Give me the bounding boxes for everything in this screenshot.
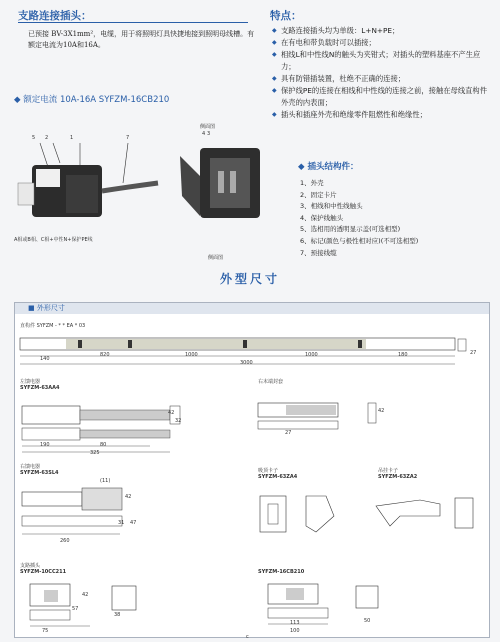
right-feed-drawing bbox=[20, 482, 150, 538]
features-list bbox=[272, 25, 494, 121]
feature-item: ◆ 保护线PE的连接在相线和中性线的连接之前，接触在母线直构件外壳的内表面； bbox=[272, 85, 494, 109]
right-end-dim-42: 42 bbox=[378, 408, 385, 414]
branch-plug-2-code: SYFZM-16CB210 bbox=[258, 569, 305, 575]
title-underline bbox=[18, 22, 248, 23]
feature-item: ◆ 在有电和带负载时可以插接； bbox=[272, 37, 494, 49]
diamond-bullet-icon: ◆ bbox=[298, 162, 308, 172]
branch-plug-dim-75: 75 bbox=[42, 628, 49, 634]
right-feed-dim-260: 260 bbox=[60, 538, 70, 544]
right-feed-label: 右馈电器 bbox=[20, 464, 41, 470]
branch-plug-2-dim-50: 50 bbox=[364, 618, 371, 624]
page-mark: c bbox=[246, 634, 249, 640]
right-end-drawing bbox=[256, 395, 396, 435]
branch-plug-dim-57: 57 bbox=[72, 606, 79, 612]
hanger-clip-drawing bbox=[370, 486, 480, 540]
busbar-dim-180: 180 bbox=[398, 352, 408, 358]
callout-4: 4 bbox=[202, 131, 206, 137]
feature-item: ◆ 支路连接插头均为单级：L+N+PE； bbox=[272, 25, 494, 37]
hanger-clip-label: 吊挂卡子 bbox=[378, 468, 399, 474]
callout-3: 3 bbox=[207, 131, 211, 137]
end-feed-dim-42: 42 bbox=[168, 410, 175, 416]
feature-item: ◆ 插头和插座外壳和绝缘零件阻燃性和绝缘性； bbox=[272, 109, 494, 121]
structure-list bbox=[300, 178, 495, 259]
dimensions-tab bbox=[28, 303, 65, 313]
square-bullet-icon: ■ bbox=[28, 304, 37, 312]
callout-7: 7 bbox=[126, 135, 130, 141]
photo-caption: A相或B相、C相+中性N+保护PE线 bbox=[14, 237, 93, 243]
end-feed-code: SYFZM-63AA4 bbox=[20, 385, 60, 391]
hanger-clip-code: SYFZM-63ZA2 bbox=[378, 474, 418, 480]
right-feed-dim-31: 31 bbox=[118, 520, 125, 526]
end-feed-dim-190: 190 bbox=[40, 442, 50, 448]
end-feed-label: 左馈电器 bbox=[20, 379, 41, 385]
branch-plug-2-drawing bbox=[256, 580, 396, 632]
plug-photo-side bbox=[170, 136, 270, 236]
ceiling-clip-code: SYFZM-63ZA4 bbox=[258, 474, 298, 480]
branch-plug-dim-42: 42 bbox=[82, 592, 89, 598]
end-feed-dim-80: 80 bbox=[100, 442, 107, 448]
branch-plug-code: SYFZM-10CC211 bbox=[20, 569, 67, 575]
structure-title: 插头结构件： bbox=[307, 162, 359, 172]
dimensions-tab-bar bbox=[15, 303, 489, 314]
ceiling-clip-label: 吸顶卡子 bbox=[258, 468, 279, 474]
dimensions-title: 外型尺寸 bbox=[219, 272, 280, 286]
right-feed-dim-42: 42 bbox=[125, 494, 132, 500]
structure-item: 2、固定卡片 bbox=[300, 190, 337, 199]
callout-2: 2 bbox=[45, 135, 49, 141]
branch-plug-dim-38: 38 bbox=[114, 612, 121, 618]
busbar-dim-1000b: 1000 bbox=[305, 352, 318, 358]
branch-plug-title: 支路连接插头： bbox=[18, 10, 92, 22]
structure-heading bbox=[298, 160, 359, 172]
busbar-dim-3000: 3000 bbox=[240, 360, 253, 366]
right-end-dim-27: 27 bbox=[285, 430, 292, 436]
branch-plug-drawing bbox=[20, 580, 160, 632]
structure-item: 3、相线和中性线触头 bbox=[300, 202, 363, 211]
rating-heading bbox=[14, 93, 169, 105]
feature-item: ◆ 具有防错插装置，杜绝不正确的连接； bbox=[272, 73, 494, 85]
rating-text: 额定电流 10A-16A SYFZM-16CB210 bbox=[23, 95, 170, 105]
dimensions-tab-label: 外形尺寸 bbox=[36, 304, 65, 312]
branch-plug-2-dim-100: 100 bbox=[290, 628, 300, 634]
side-view-label-bottom: 侧面图 bbox=[208, 255, 224, 261]
busbar-dim-1000a: 1000 bbox=[185, 352, 198, 358]
end-feed-dim-325: 325 bbox=[90, 450, 100, 456]
busbar-dim-140: 140 bbox=[40, 356, 50, 362]
diamond-bullet-icon: ◆ bbox=[14, 95, 24, 105]
busbar-dim-27: 27 bbox=[470, 350, 477, 356]
structure-item: 1、外壳 bbox=[300, 179, 324, 187]
ceiling-clip-drawing bbox=[256, 486, 346, 540]
branch-plug-label: 支路插头 bbox=[20, 563, 41, 569]
structure-item: 4、保护线触头 bbox=[300, 213, 344, 222]
branch-plug-2-dim-113: 113 bbox=[290, 620, 300, 626]
structure-item: 5、选相用的透明显示盖(可选相型) bbox=[300, 225, 401, 234]
busbar-dim-820: 820 bbox=[100, 352, 110, 358]
callout-5: 5 bbox=[32, 135, 36, 141]
feature-item: ◆ 相线L和中性线N的触头为夹钳式；对插头的塑料基座不产生应力； bbox=[272, 49, 494, 73]
structure-item: 7、预接线缆 bbox=[300, 248, 337, 257]
busbar-label: 直构件 SYFZM - * * EA * 03 bbox=[20, 323, 86, 329]
right-end-label: 右末端封套 bbox=[258, 379, 284, 385]
end-feed-dim-32: 32 bbox=[175, 418, 182, 424]
busbar-drawing bbox=[18, 330, 488, 372]
right-feed-dim-11: (11) bbox=[100, 478, 111, 484]
branch-plug-description: 已预接 BV-3X1mm²，电缆，用于将照明灯具快捷地接到照明母线槽。有额定电流为10A和16A。 bbox=[28, 30, 255, 49]
right-feed-code: SYFZM-63SL4 bbox=[20, 470, 59, 476]
plug-photo-front bbox=[8, 135, 168, 230]
side-view-label-top: 侧面图 bbox=[200, 124, 216, 130]
structure-item: 6、标记(颜色与极性相对应)(不可选相型) bbox=[300, 236, 419, 245]
right-feed-dim-47: 47 bbox=[130, 520, 137, 526]
features-title: 特点： bbox=[270, 10, 302, 22]
callout-1: 1 bbox=[70, 135, 74, 141]
